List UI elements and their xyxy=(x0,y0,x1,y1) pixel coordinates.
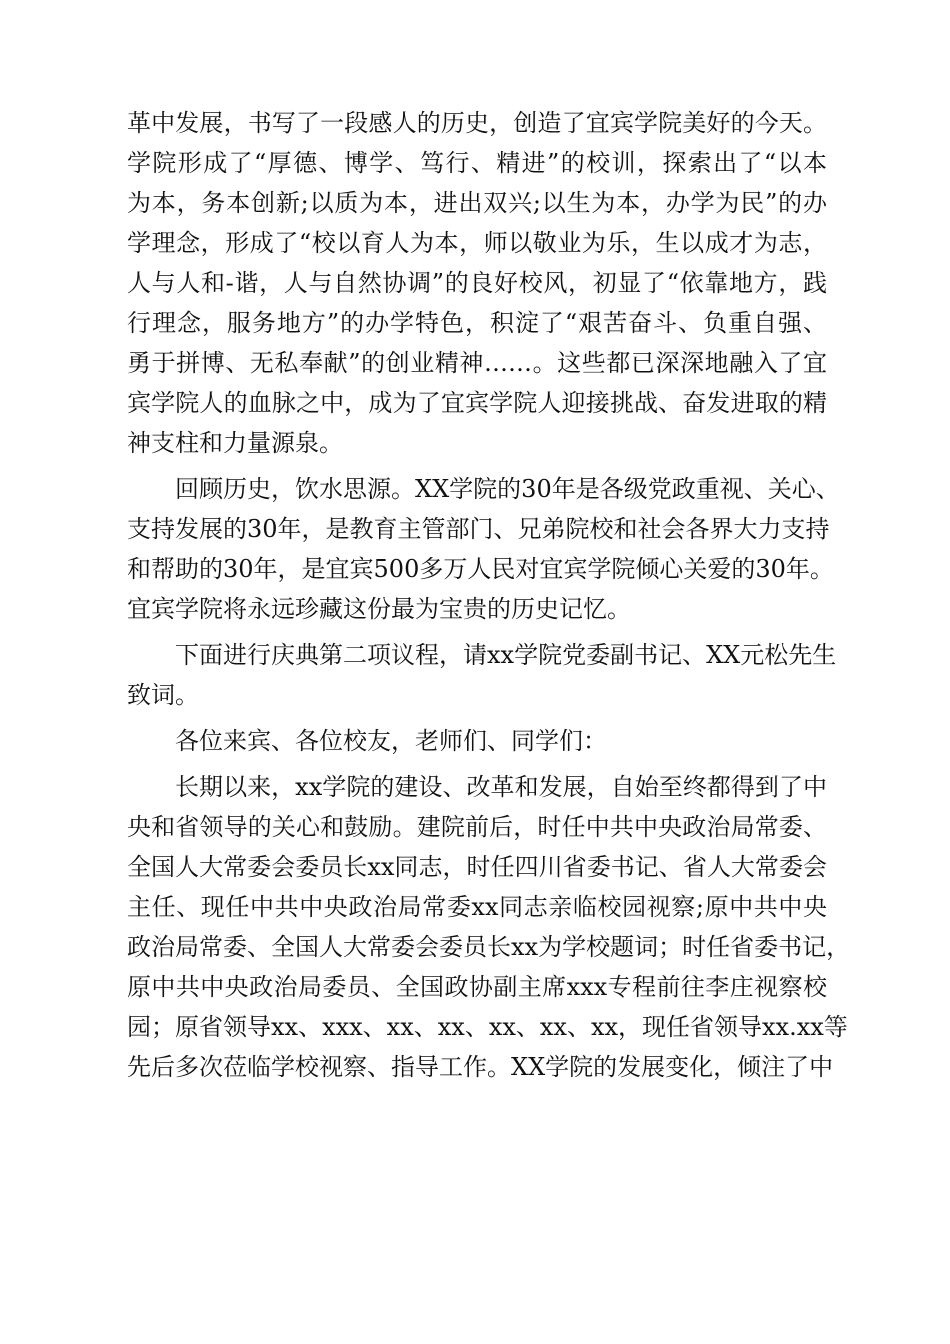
text-line: 革中发展，书写了一段感人的历史，创造了宜宾学院美好的今天。 xyxy=(127,109,827,137)
text-line: 先后多次莅临学校视察、指导工作。XX学院的发展变化，倾注了中 xyxy=(127,1053,834,1081)
text-line: 勇于拼博、无私奉献”的创业精神……。这些都已深深地融入了宜 xyxy=(127,349,827,377)
text-line: 政治局常委、全国人大常委会委员长xx为学校题词；时任省委书记， xyxy=(127,933,851,961)
text-line: 长期以来，xx学院的建设、改革和发展，自始至终都得到了中 xyxy=(175,773,827,801)
text-line: 学理念，形成了“校以育人为本，师以敬业为乐，生以成才为志， xyxy=(127,229,827,257)
text-line: 致词。 xyxy=(127,681,199,709)
text-line: 人与人和-谐，人与自然协调”的良好校风，初显了“依靠地方，践 xyxy=(127,269,827,297)
text-line: 各位来宾、各位校友，老师们、同学们： xyxy=(175,727,607,755)
paragraph xyxy=(127,103,827,463)
text-line: 宾学院人的血脉之中，成为了宜宾学院人迎接挑战、奋发进取的精 xyxy=(127,389,827,417)
text-line: 回顾历史，饮水思源。XX学院的30年是各级党政重视、关心、 xyxy=(175,475,840,503)
text-line: 支持发展的30年，是教育主管部门、兄弟院校和社会各界大力支持 xyxy=(127,515,830,543)
text-line: 学院形成了“厚德、博学、笃行、精进”的校训，探索出了“以本 xyxy=(127,149,827,177)
text-line: 原中共中央政治局委员、全国政协副主席xxx专程前往李庄视察校 xyxy=(127,973,827,1001)
paragraph xyxy=(127,767,851,1087)
text-line: 园；原省领导xx、xxx、xx、xx、xx、xx、xx，现任省领导xx.xx等 xyxy=(127,1013,848,1041)
text-line: 全国人大常委会委员长xx同志，时任四川省委书记、省人大常委会 xyxy=(127,853,827,881)
text-line: 央和省领导的关心和鼓励。建院前后，时任中共中央政治局常委、 xyxy=(127,813,827,841)
text-line: 为本，务本创新;以质为本，进出双兴;以生为本，办学为民”的办 xyxy=(127,189,827,217)
text-line: 神支柱和力量源泉。 xyxy=(127,429,343,457)
body-text xyxy=(127,103,851,1087)
text-line: 主任、现任中共中央政治局常委xx同志亲临校园视察;原中共中央 xyxy=(127,893,827,921)
paragraph xyxy=(127,635,837,715)
text-line: 宜宾学院将永远珍藏这份最为宝贵的历史记忆。 xyxy=(127,595,631,623)
text-line: 行理念，服务地方”的办学特色，积淀了“艰苦奋斗、负重自强、 xyxy=(127,309,827,337)
text-line: 和帮助的30年，是宜宾500多万人民对宜宾学院倾心关爱的30年。 xyxy=(127,555,834,583)
text-line: 下面进行庆典第二项议程，请xx学院党委副书记、XX元松先生 xyxy=(175,641,837,669)
paragraph xyxy=(127,469,840,629)
paragraph xyxy=(127,721,827,761)
